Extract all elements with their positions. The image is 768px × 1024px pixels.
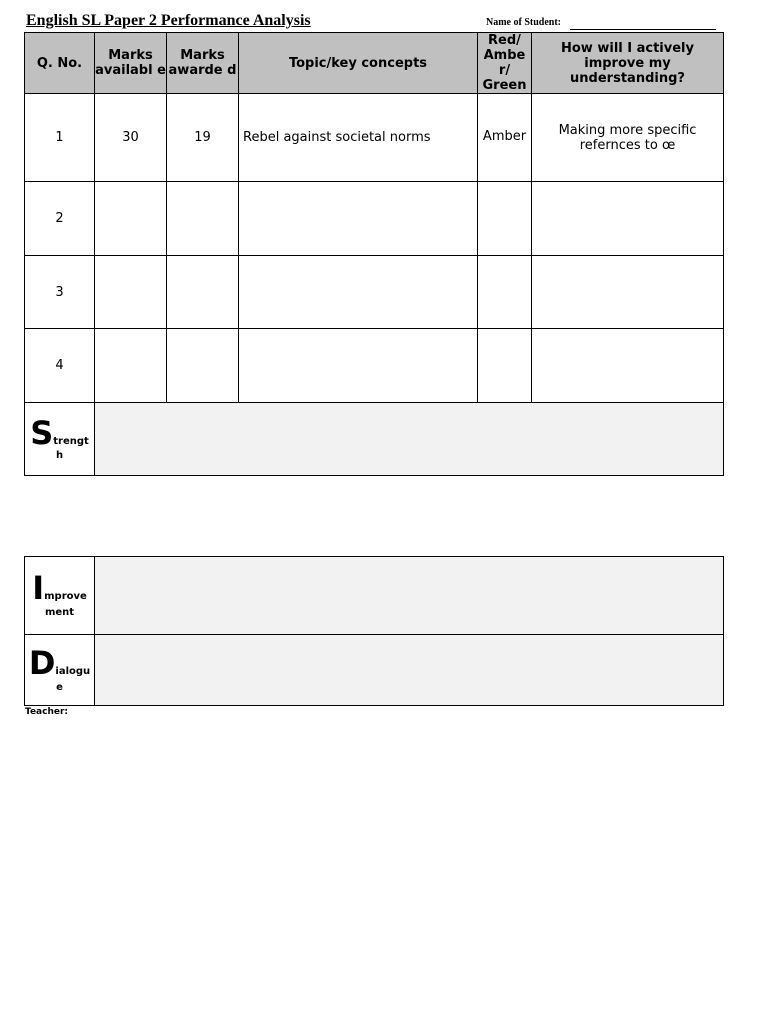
cell-marks-awarded[interactable] xyxy=(167,256,239,329)
cell-qno: 2 xyxy=(25,182,95,256)
cell-marks-available[interactable] xyxy=(95,182,167,256)
header-improve: How will I actively improve my understanding? xyxy=(532,33,724,94)
cell-marks-awarded[interactable] xyxy=(167,329,239,403)
cell-rag[interactable] xyxy=(478,182,532,256)
improvement-rest: mprove xyxy=(44,591,87,602)
cell-marks-available[interactable]: 30 xyxy=(95,94,167,182)
page-title: English SL Paper 2 Performance Analysis xyxy=(26,12,311,29)
cell-improve[interactable] xyxy=(532,182,724,256)
dialogue-row xyxy=(25,635,724,706)
cell-marks-awarded[interactable] xyxy=(167,182,239,256)
cell-qno: 4 xyxy=(25,329,95,403)
cell-topic[interactable] xyxy=(239,256,478,329)
teacher-label: Teacher: xyxy=(25,707,69,717)
header-marks-awarded: Marks awarde d xyxy=(167,33,239,94)
strength-label xyxy=(25,403,95,476)
improvement-rest-wrap: ment xyxy=(44,607,75,618)
cell-improve[interactable]: Making more specific refernces to œ xyxy=(532,94,724,182)
cell-qno: 1 xyxy=(25,94,95,182)
cell-rag[interactable]: Amber xyxy=(478,94,532,182)
improvement-content[interactable] xyxy=(95,557,724,635)
dialogue-rest-wrap: e xyxy=(56,681,63,693)
cell-topic[interactable] xyxy=(239,329,478,403)
header-rag: Red/ Ambe r/ Green xyxy=(478,33,532,94)
performance-table xyxy=(24,32,724,476)
header-topic: Topic/key concepts xyxy=(239,33,478,94)
table-row xyxy=(25,94,724,182)
student-name-field[interactable] xyxy=(572,17,714,29)
table-row xyxy=(25,182,724,256)
cell-marks-available[interactable] xyxy=(95,256,167,329)
cell-qno: 3 xyxy=(25,256,95,329)
dialogue-rest: ialogu xyxy=(55,665,91,677)
header-qno: Q. No. xyxy=(25,33,95,94)
dialogue-label xyxy=(25,635,95,706)
cell-rag[interactable] xyxy=(478,256,532,329)
improvement-row xyxy=(25,557,724,635)
cell-marks-awarded[interactable]: 19 xyxy=(167,94,239,182)
strength-row xyxy=(25,403,724,476)
cell-improve[interactable] xyxy=(532,256,724,329)
cell-improve[interactable] xyxy=(532,329,724,403)
cell-marks-available[interactable] xyxy=(95,329,167,403)
student-name-underline xyxy=(570,29,716,30)
header-marks-available: Marks availabl e xyxy=(95,33,167,94)
cell-topic[interactable]: Rebel against societal norms xyxy=(239,94,478,182)
cell-rag[interactable] xyxy=(478,329,532,403)
strength-rest: trengt xyxy=(53,435,89,447)
table-row xyxy=(25,256,724,329)
header-row xyxy=(25,33,724,94)
improvement-initial: I xyxy=(32,569,45,607)
strength-initial: S xyxy=(30,413,54,452)
student-name-label: Name of Student: xyxy=(486,17,561,28)
improvement-label xyxy=(25,557,95,635)
strength-content[interactable] xyxy=(95,403,724,476)
dialogue-initial: D xyxy=(28,643,56,682)
cell-topic[interactable] xyxy=(239,182,478,256)
table-row xyxy=(25,329,724,403)
dialogue-content[interactable] xyxy=(95,635,724,706)
feedback-table xyxy=(24,556,724,706)
strength-rest-wrap: h xyxy=(55,449,64,461)
